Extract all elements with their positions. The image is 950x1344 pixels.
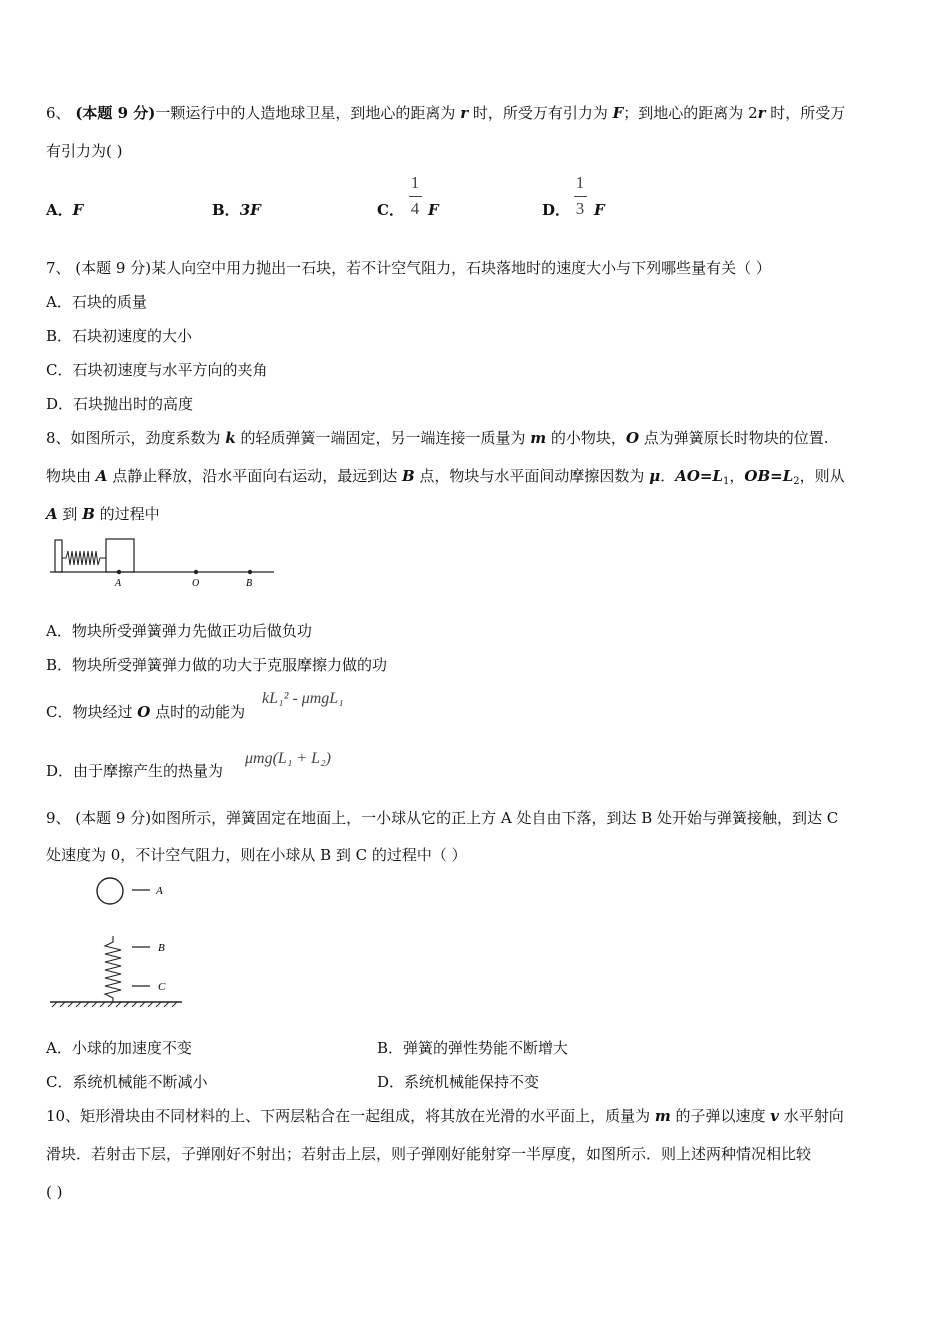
- q6-option-b[interactable]: [212, 200, 261, 220]
- option-text: D．由于摩擦产生的热量为: [46, 762, 224, 780]
- q8-text: 物块由: [46, 467, 96, 485]
- q10-line2: 滑块．若射击下层，子弹刚好不射出；若射击上层，则子弹刚好能射穿一半厚度，如图所示．则上述两种情况相比较: [46, 1145, 812, 1163]
- q6-line1: [46, 103, 845, 123]
- q6-text-c: ；到地心的距离为 2: [623, 104, 758, 122]
- q8-line1: [46, 428, 829, 448]
- point-o-dot: [194, 570, 198, 574]
- q10-text: 的子弹以速度: [670, 1107, 771, 1125]
- q8-var-B: B: [401, 467, 415, 485]
- q6-score: (本题 9 分): [75, 104, 156, 122]
- option-value: F: [594, 201, 605, 219]
- q8-spring-figure: [46, 534, 278, 590]
- q8-ao-sub: 1: [723, 476, 730, 487]
- option-value: F: [72, 201, 84, 219]
- q10-var-v: v: [770, 1107, 779, 1125]
- option-value: 3F: [239, 201, 261, 219]
- q10-text: 10、矩形滑块由不同材料的上、下两层粘合在一起组成，将其放在光滑的水平面上，质量为: [46, 1107, 655, 1125]
- q9-option-b[interactable]: B．弹簧的弹性势能不断增大: [377, 1039, 569, 1057]
- q6-c-numerator: 1: [410, 173, 420, 192]
- q8-text: ．: [660, 467, 676, 485]
- q8-text: 8、如图所示，劲度系数为: [46, 429, 226, 447]
- q6-option-a[interactable]: [46, 200, 83, 220]
- q8-var-m: m: [530, 429, 547, 447]
- label-b: B: [246, 578, 253, 589]
- q6-text-b: 时，所受万有引力为: [468, 104, 613, 122]
- q8-var-mu: μ: [649, 467, 661, 485]
- q7-option-c[interactable]: C．石块初速度与水平方向的夹角: [46, 361, 268, 379]
- spring-coil: [105, 936, 121, 1002]
- q7-option-d[interactable]: D．石块抛出时的高度: [46, 395, 194, 413]
- q8-text: 到: [57, 505, 83, 523]
- option-label: A．: [46, 201, 73, 219]
- q8-var-B: B: [82, 505, 95, 523]
- q6-line2: 有引力为( ): [46, 142, 123, 160]
- option-value: F: [427, 201, 439, 219]
- q7-stem: 7、 (本题 9 分)某人向空中用力抛出一石块，若不计空气阻力，石块落地时的速度大小与下列哪些量有关（ ）: [46, 259, 771, 277]
- point-a-dot: [117, 570, 121, 574]
- q8-text: 点静止释放，沿水平面向右运动，最远到达: [107, 467, 402, 485]
- q6-number: 6、: [46, 104, 71, 122]
- q8-var-A: A: [46, 505, 58, 523]
- option-text: C．物块经过: [46, 703, 138, 721]
- option-label: D．: [542, 201, 571, 219]
- q8-option-b[interactable]: B．物块所受弹簧弹力做的功大于克服摩擦力做的功: [46, 656, 388, 674]
- label-c: C: [158, 981, 166, 993]
- q9-line1: 9、 (本题 9 分)如图所示，弹簧固定在地面上，一小球从它的正上方 A 处自由下落，到达 B 处开始与弹簧接触，到达 C: [46, 809, 839, 827]
- q8-text: ，: [729, 467, 745, 485]
- q6-text-d: 时，所受万: [765, 104, 846, 122]
- label-b: B: [158, 942, 165, 954]
- q6-var-r2: r: [757, 104, 766, 122]
- q6-c-fraction-bar: [409, 196, 422, 197]
- ball: [97, 878, 123, 904]
- q8-text: 点为弹簧原长时物块的位置.: [639, 429, 829, 447]
- q6-var-F: F: [612, 104, 624, 122]
- q8-option-a[interactable]: A．物块所受弹簧弹力先做正功后做负功: [46, 622, 312, 640]
- block: [106, 539, 134, 572]
- q6-text-a: 一颗运行中的人造地球卫星，到地心的距离为: [155, 104, 461, 122]
- q8-text: 的轻质弹簧一端固定，另一端连接一质量为: [235, 429, 531, 447]
- q8-text: 点，物块与水平面间动摩擦因数为: [414, 467, 650, 485]
- q9-option-d[interactable]: D．系统机械能保持不变: [377, 1073, 540, 1091]
- q6-d-denominator: 3: [575, 199, 585, 218]
- q8-var-A: A: [95, 467, 108, 485]
- ground-hatching: [52, 1002, 177, 1007]
- option-label: B．: [212, 201, 240, 219]
- q7-option-b[interactable]: B．石块初速度的大小: [46, 327, 193, 345]
- q8-ao: AO=L: [675, 467, 724, 485]
- q8-var-k: k: [225, 429, 236, 447]
- q8-option-d[interactable]: [46, 761, 223, 781]
- q9-spring-figure: [46, 874, 186, 1014]
- q8-c-formula: kL₁² - μmgL₁: [262, 690, 344, 707]
- option-text: 点时的动能为: [150, 703, 246, 721]
- q9-line2: 处速度为 0，不计空气阻力，则在小球从 B 到 C 的过程中（ ）: [46, 846, 467, 864]
- q8-text: 的小物块，: [546, 429, 626, 447]
- q6-d-fraction-bar: [574, 196, 587, 197]
- label-a: A: [156, 885, 163, 897]
- q8-var-O: O: [137, 703, 151, 721]
- q10-var-m: m: [654, 1107, 671, 1125]
- label-o: O: [192, 578, 200, 589]
- q8-option-c[interactable]: [46, 702, 245, 722]
- q6-var-r: r: [460, 104, 469, 122]
- q8-ob-sub: 2: [793, 476, 800, 487]
- q8-line3: [46, 504, 160, 524]
- q8-text: 的过程中: [94, 505, 160, 523]
- q10-text: 水平射向: [779, 1107, 844, 1125]
- point-b-dot: [248, 570, 252, 574]
- q8-ob: OB=L: [744, 467, 794, 485]
- q7-option-a[interactable]: A．石块的质量: [46, 293, 147, 311]
- q6-d-numerator: 1: [575, 173, 585, 192]
- wall: [55, 540, 62, 572]
- label-a: A: [115, 578, 122, 589]
- q10-line1: [46, 1106, 844, 1126]
- q6-c-denominator: 4: [410, 199, 420, 218]
- q10-line3: ( ): [46, 1183, 63, 1201]
- q8-var-O: O: [625, 429, 640, 447]
- q9-option-c[interactable]: C．系统机械能不断减小: [46, 1073, 208, 1091]
- q8-text: ，则从: [799, 467, 845, 485]
- spring-coil: [62, 551, 106, 565]
- q8-line2: [46, 466, 845, 492]
- option-label: C．: [377, 201, 404, 219]
- q8-d-formula: μmg(L₁ + L₂): [245, 750, 331, 767]
- q9-option-a[interactable]: A．小球的加速度不变: [46, 1039, 192, 1057]
